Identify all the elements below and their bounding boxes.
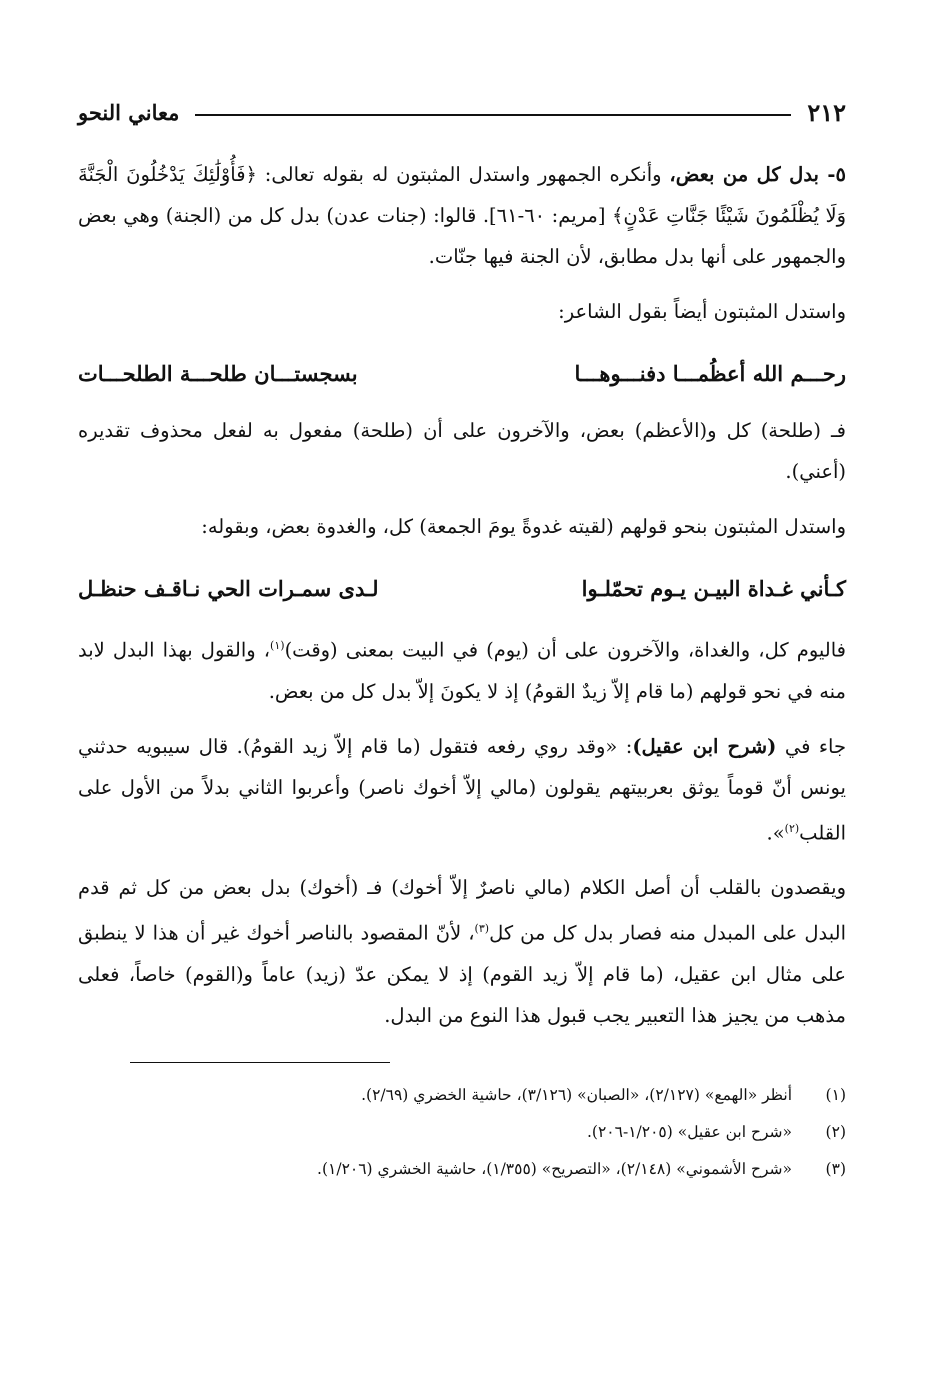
paragraph-7-text-b: ، لأنّ المقصود بالناصر أخوك غير أن هذا لا ينطبق على مثال ابن عقيل، (ما قام إلاّ زيد القوم) إذ لا يمكن عدّ (زيد) عاماً و(القوم) خاصاً، فعلى مذهب من يجيز هذا التعبير يجب قبول هذا النوع من البدل. — [78, 921, 846, 1027]
paragraph-7 — [78, 867, 846, 1036]
footnote-number: (١) — [825, 1085, 846, 1104]
paragraph-5-text-a: فاليوم كل، والغداة، والآخرون على أن (يوم) في البيت بمعنى (وقت) — [284, 638, 846, 662]
footnote-text: أنظر «الهمع» (٢/١٢٧)، «الصبان» (٣/١٢٦)، حاشية الخضري (٢/٦٩). — [361, 1085, 792, 1104]
paragraph-3: فـ (طلحة) كل و(الأعظم) بعض، والآخرون على أن (طلحة) مفعول به لفعل محذوف تقديره (أعني). — [78, 419, 846, 483]
footnote-ref-1: (١) — [270, 639, 285, 652]
paragraph-4: واستدل المثبتون بنحو قولهم (لقيته غدوةً يومَ الجمعة) كل، والغدوة بعض، وبقوله: — [201, 515, 846, 538]
footnote-number: (٣) — [825, 1159, 846, 1178]
verse-1 — [78, 352, 846, 396]
paragraph-5-text-b: ، والقول بهذا البدل لابد منه في نحو قولهم (ما قام إلاّ زيدٌ القومُ) إذ لا يكونَ إلاّ بدل كل من بعض. — [78, 638, 846, 703]
header-rule — [195, 114, 791, 116]
paragraph-2: واستدل المثبتون أيضاً بقول الشاعر: — [558, 300, 846, 323]
footnote-ref-2: (٢) — [784, 821, 800, 835]
source-title: (شرح ابن عقيل) — [632, 734, 777, 758]
page-header — [78, 92, 846, 132]
footnote-text: «شرح ابن عقيل» (١/٢٠٥-٢٠٦). — [586, 1122, 792, 1141]
footnote-number: (٢) — [825, 1122, 846, 1141]
footnote-text: «شرح الأشموني» (٢/١٤٨)، «التصريح» (١/٣٥٥)، حاشية الخشري (١/٢٠٦). — [317, 1159, 792, 1178]
paragraph-6 — [78, 726, 846, 854]
footnote-ref-3: (٣) — [474, 922, 490, 935]
paragraph-1 — [78, 154, 846, 277]
verse-2 — [78, 567, 846, 611]
paragraph-7-text-a: ويقصدون بالقلب أن أصل الكلام (مالي ناصرٌ إلاّ أخوك) فـ (أخوك) بدل بعض من كل ثم قدم البدل على المبدل منه فصار بدل كل من كل — [78, 876, 846, 945]
footnotes — [78, 1077, 846, 1188]
page-number: ٢١٢ — [807, 97, 846, 127]
footnote — [78, 1151, 846, 1188]
paragraph-5 — [78, 625, 846, 712]
paragraph-6-text-a: : «وقد روي رفعه فتقول (ما قام إلاّ زيد القومُ). قال سيبويه حدثني يونس أنّ قوماً يوثق بعربيتهم يقولون (مالي إلاّ أخوك ناصر) وأعربوا الثاني بدلاً من الأول على القلب — [78, 734, 846, 844]
verse-1-second-hemistich: بسجستـــان طلحـــة الطلحـــات — [78, 361, 358, 386]
paragraph-6-pre: جاء في — [776, 734, 847, 758]
footnote-rule — [130, 1062, 390, 1063]
section-lead: ٥- بدل كل من بعض، — [669, 163, 847, 186]
footnote — [78, 1077, 846, 1114]
footnote — [78, 1114, 846, 1151]
paragraph-6-text-b: ». — [766, 821, 785, 844]
page — [78, 92, 846, 1188]
paragraph-1-text: وأنكره الجمهور واستدل المثبتون له بقوله تعالى: ﴿فَأُوْلَٰئِكَ يَدْخُلُونَ الْجَنَّةَ وَلَا يُظْلَمُونَ شَيْئًا جَنَّاتِ عَدْنٍ﴾ [مريم: ٦٠-٦١]. قالوا: (جنات عدن) بدل كل من (الجنة) وهي بعض والجمهور على أنها بدل مطابق، لأن الجنة فيها جنّات. — [78, 163, 846, 268]
verse-2-first-hemistich: كـأني غـداة البيـن يـوم تحمّلـوا — [581, 576, 846, 601]
verse-2-second-hemistich: لـدى سمـرات الحي نـاقـف حنظـل — [78, 576, 379, 601]
verse-1-first-hemistich: رحـــم الله أعظُمـــا دفنـــوهـــا — [574, 361, 846, 386]
book-title: معاني النحو — [78, 99, 180, 125]
